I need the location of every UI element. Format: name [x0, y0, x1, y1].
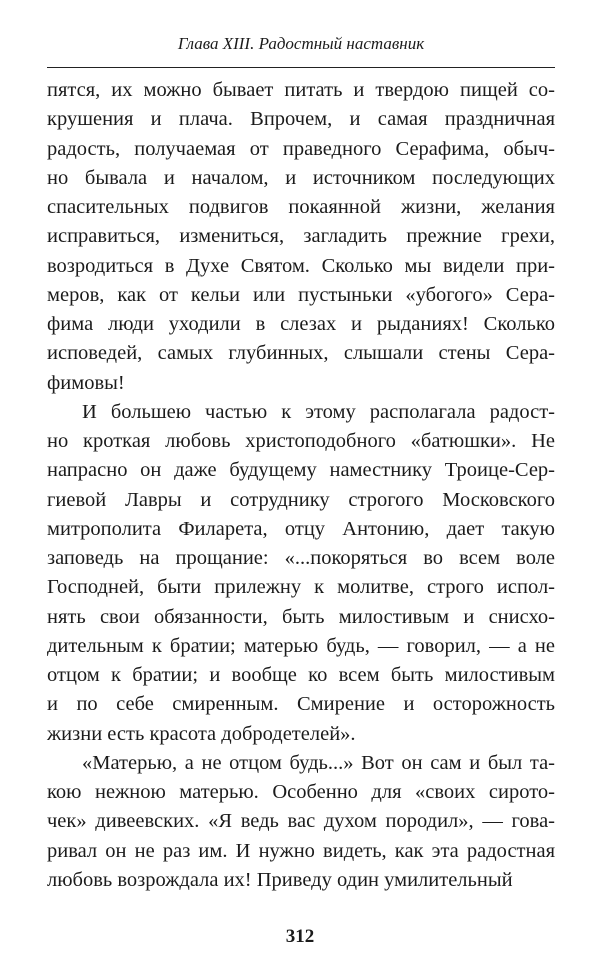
text-line: любовь возрождала их! Приведу один умилительный: [47, 868, 513, 891]
text-line: пятся, их можно бывает питать и твердою пищей со-: [47, 79, 555, 101]
text-line: жизни есть красота добродетелей».: [47, 722, 356, 745]
text-line: и по себе смиренным. Смирение и осторожность: [47, 693, 555, 716]
text-line: напрасно он даже будущему наместнику Троице-Сер-: [47, 459, 555, 482]
text-line: «Матерью, а не отцом будь...» Вот он сам и был та-: [82, 751, 555, 774]
text-line: спасительных подвигов покаянной жизни, желания: [47, 196, 555, 218]
text-line: дительным к братии; матерью будь, — говорил, — а не: [47, 634, 555, 657]
text-line: радость, получаемая от праведного Серафима, обыч-: [47, 137, 555, 160]
text-line: исправиться, измениться, загладить прежние грехи,: [47, 225, 555, 248]
text-line: фимовы!: [47, 371, 125, 394]
text-line: кою нежною матерью. Особенно для «своих сирото-: [47, 781, 555, 803]
text-line: крушения и плача. Впрочем, и самая праздничная: [47, 108, 555, 131]
page-number: 312: [285, 926, 315, 947]
text-line: но кроткая любовь христоподобного «батюшки». Не: [47, 430, 555, 452]
text-line: исповедей, самых глубинных, слышали стены Сера-: [47, 342, 555, 365]
text-line: возродиться в Духе Святом. Сколько мы видели при-: [47, 254, 555, 277]
text-line: отцом к братии; и вообще ко всем быть милостивым: [47, 664, 555, 686]
text-line: митрополита Филарета, отцу Антонию, дает такую: [47, 517, 555, 540]
text-line: фима люди уходили в слезах и рыданиях! Сколько: [47, 313, 555, 335]
body-text: [47, 76, 555, 895]
text-line: но бывала и началом, и источником последующих: [47, 166, 555, 189]
header-rule: [47, 67, 555, 68]
text-line: гиевой Лавры и сотруднику строгого Московского: [47, 488, 555, 511]
text-line: нять свои обязанности, быть милостивым и снисхо-: [47, 605, 555, 628]
text-line: заповедь на прощание: «...покоряться во всем воле: [47, 547, 555, 569]
running-header: Глава XIII. Радостный наставник: [177, 34, 425, 53]
text-line: чек» дивеевских. «Я ведь вас духом породил», — гова-: [47, 810, 555, 833]
text-line: ривал он не раз им. И нужно видеть, как эта радостная: [47, 839, 555, 862]
text-line: Господней, быти прилежну к молитве, строго испол-: [47, 576, 555, 599]
text-line: меров, как от кельи или пустыньки «убогого» Сера-: [47, 283, 555, 306]
text-line: И большею частью к этому располагала радост-: [82, 400, 555, 423]
